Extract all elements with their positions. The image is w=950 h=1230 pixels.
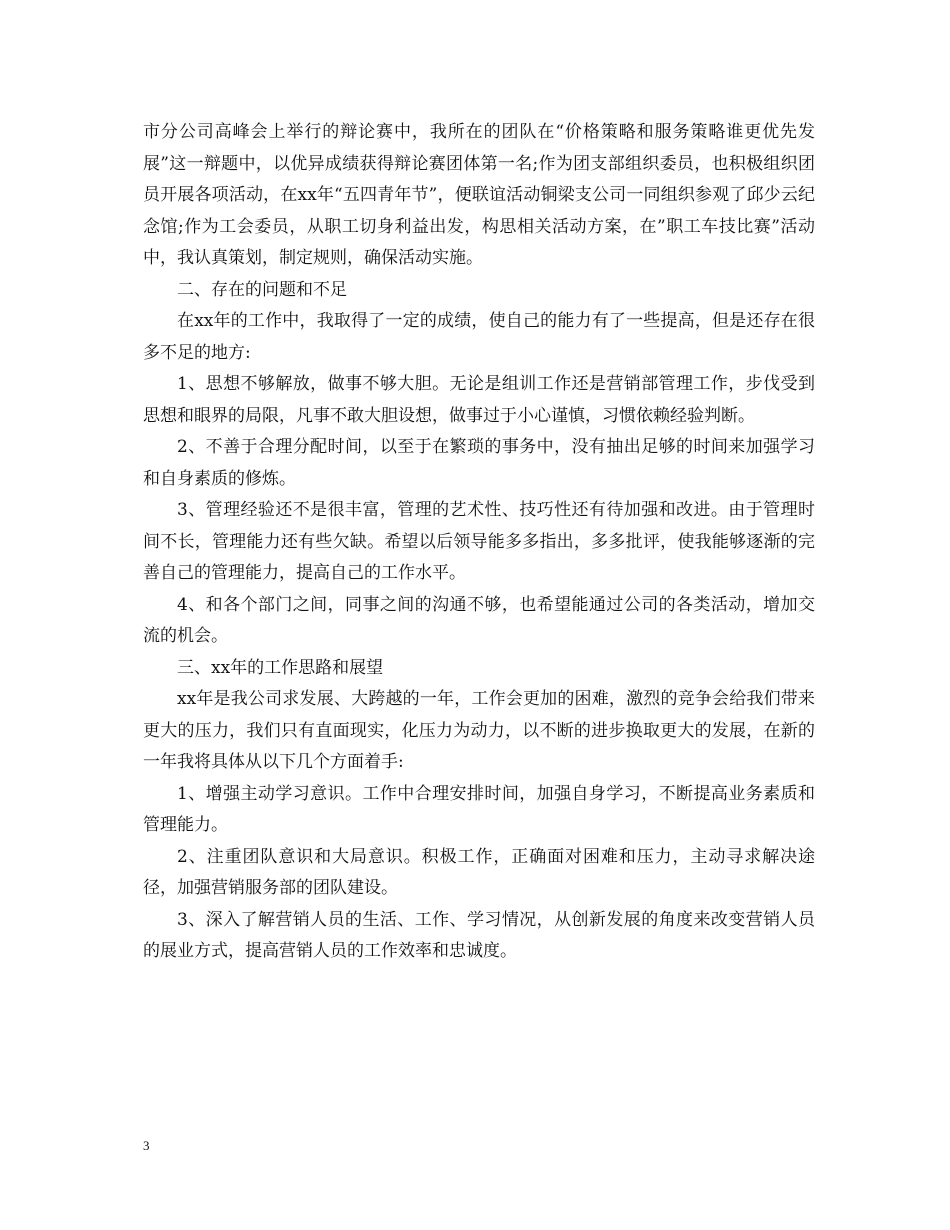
list-item-plan-3: 3、深入了解营销人员的生活、工作、学习情况，从创新发展的角度来改变营销人员的展业方式，提高营销人员的工作效率和忠诚度。 [143, 909, 815, 961]
list-item-problem-4: 4、和各个部门之间，同事之间的沟通不够，也希望能通过公司的各类活动，增加交流的机会。 [143, 594, 815, 646]
body-paragraph: xx年是我公司求发展、大跨越的一年，工作会更加的困难，激烈的竞争会给我们带来更大的压力，我们只有直面现实，化压力为动力，以不断的进步换取更大的发展，在新的一年我将具体从以下几个方面着手: [143, 689, 815, 772]
list-item-problem-2: 2、不善于合理分配时间，以至于在繁琐的事务中，没有抽出足够的时间来加强学习和自身素质的修炼。 [143, 437, 815, 489]
list-item-plan-1: 1、增强主动学习意识。工作中合理安排时间，加强自身学习，不断提高业务素质和管理能力。 [143, 783, 815, 835]
section-heading-problems: 二、存在的问题和不足 [177, 279, 347, 300]
section-heading-plans: 三、xx年的工作思路和展望 [177, 657, 384, 678]
list-item-problem-3: 3、管理经验还不是很丰富，管理的艺术性、技巧性还有待加强和改进。由于管理时间不长，管理能力还有些欠缺。希望以后领导能多多指出，多多批评，使我能够逐渐的完善自己的管理能力，提高自己的工作水平。 [143, 500, 815, 583]
list-item-plan-2: 2、注重团队意识和大局意识。积极工作，正确面对困难和压力，主动寻求解决途径，加强营销服务部的团队建设。 [143, 846, 815, 898]
page-number: 3 [143, 1138, 150, 1153]
document-body [143, 117, 815, 968]
body-paragraph: 在xx年的工作中，我取得了一定的成绩，使自己的能力有了一些提高，但是还存在很多不足的地方: [143, 311, 815, 363]
body-paragraph-continued: 市分公司高峰会上举行的辩论赛中，我所在的团队在“价格策略和服务策略谁更优先发展”这一辩题中，以优异成绩获得辩论赛团体第一名;作为团支部组织委员，也积极组织团员开展各项活动，在xx年“五四青年节”，便联谊活动铜梁支公司一同组织参观了邱少云纪念馆;作为工会委员，从职工切身利益出发，构思相关活动方案，在”职工车技比赛”活动中，我认真策划，制定规则，确保活动实施。 [143, 122, 815, 268]
list-item-problem-1: 1、思想不够解放，做事不够大胆。无论是组训工作还是营销部管理工作，步伐受到思想和眼界的局限，凡事不敢大胆设想，做事过于小心谨慎，习惯依赖经验判断。 [143, 374, 815, 426]
